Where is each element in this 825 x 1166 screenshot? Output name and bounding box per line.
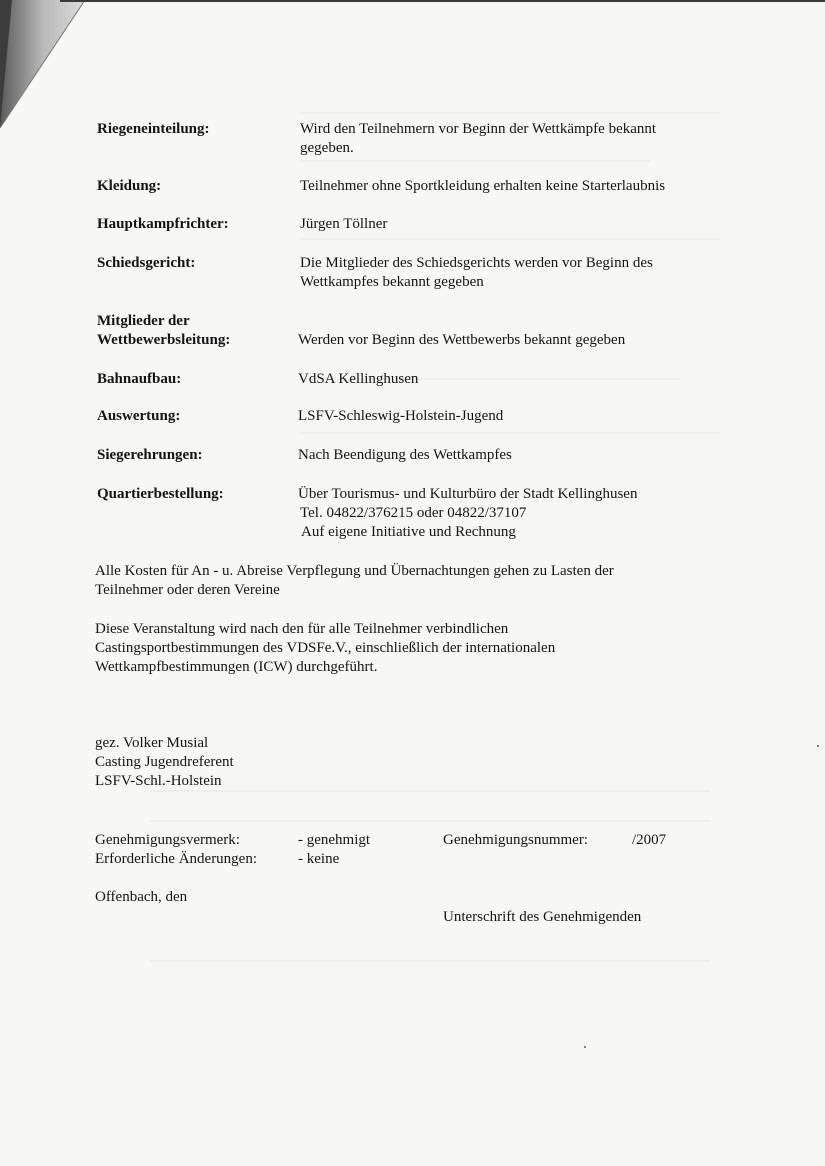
value-line: Werden vor Beginn des Wettbewerbs bekannt gegeben: [298, 332, 626, 348]
approval-number-value: /2007: [632, 832, 667, 848]
bleed-through: [300, 112, 720, 114]
value-line: Jürgen Töllner: [300, 216, 388, 232]
signature-block: [95, 734, 735, 791]
value-line: Auf eigene Initiative und Rechnung: [301, 524, 516, 540]
value-line: Wird den Teilnehmern vor Beginn der Wettkämpfe bekannt: [300, 121, 657, 137]
signature-role: Casting Jugendreferent: [95, 754, 234, 770]
approval-note-label: Genehmigungsvermerk:: [95, 832, 240, 848]
field-value: [298, 331, 728, 350]
value-line: Über Tourismus- und Kulturbüro der Stadt Kellinghusen: [298, 486, 638, 502]
field-label: Hauptkampfrichter:: [97, 216, 229, 232]
bleed-through: [300, 432, 720, 434]
field-label: Quartierbestellung:: [97, 486, 224, 502]
field-label: Auswertung:: [97, 408, 181, 424]
value-line: VdSA Kellinghusen: [298, 371, 419, 387]
value-line: Nach Beendigung des Wettkampfes: [298, 447, 512, 463]
costs-paragraph: [95, 562, 735, 600]
field-value: [298, 370, 728, 389]
paragraph-line: Diese Veranstaltung wird nach den für alle Teilnehmer verbindlichen: [95, 621, 509, 637]
rules-paragraph: [95, 620, 735, 677]
label-line: Wettbewerbsleitung:: [97, 332, 231, 348]
field-value: [300, 177, 730, 196]
page-top-edge: [60, 0, 825, 2]
field-label: Schiedsgericht:: [97, 255, 196, 271]
paragraph-line: Castingsportbestimmungen des VDSFe.V., einschließlich der internationalen: [95, 640, 556, 656]
bleed-through: [150, 820, 710, 822]
place-date: Offenbach, den: [95, 889, 188, 905]
value-line: Teilnehmer ohne Sportkleidung erhalten keine Starterlaubnis: [300, 178, 666, 194]
bleed-through: [300, 160, 650, 162]
scan-speck: [817, 745, 819, 747]
field-label: [97, 312, 297, 350]
bleed-through: [150, 960, 710, 962]
label-line: Mitglieder der: [97, 313, 190, 329]
signature-name: gez. Volker Musial: [95, 735, 209, 751]
approval-changes-label: Erforderliche Änderungen:: [95, 851, 258, 867]
bleed-through: [300, 238, 720, 240]
signature-organization: LSFV-Schl.-Holstein: [95, 773, 222, 789]
scan-speck: [584, 1046, 586, 1048]
field-label: Riegeneinteilung:: [97, 121, 210, 137]
paragraph-line: Alle Kosten für An - u. Abreise Verpflegung und Übernachtungen gehen zu Lasten der: [95, 563, 614, 579]
approval-number-label: Genehmigungsnummer:: [443, 832, 588, 848]
field-value: [300, 120, 730, 158]
field-label: Kleidung:: [97, 178, 162, 194]
approval-changes-value: - keine: [298, 851, 340, 867]
value-line: Tel. 04822/376215 oder 04822/37107: [300, 505, 527, 521]
folded-corner-shadow: [0, 0, 90, 130]
field-value: [298, 485, 728, 542]
value-line: gegeben.: [300, 140, 354, 156]
value-line: Wettkampfes bekannt gegeben: [300, 274, 484, 290]
paragraph-line: Teilnehmer oder deren Vereine: [95, 582, 280, 598]
field-value: [298, 407, 728, 426]
approval-note-value: - genehmigt: [298, 832, 371, 848]
field-label: Bahnaufbau:: [97, 371, 182, 387]
field-label: Siegerehrungen:: [97, 447, 203, 463]
value-line: LSFV-Schleswig-Holstein-Jugend: [298, 408, 504, 424]
signer-caption: Unterschrift des Genehmigenden: [443, 909, 642, 925]
value-line: Die Mitglieder des Schiedsgerichts werden vor Beginn des: [300, 255, 653, 271]
paragraph-line: Wettkampfbestimmungen (ICW) durchgeführt.: [95, 659, 378, 675]
field-value: [300, 254, 730, 292]
field-value: [298, 446, 728, 465]
field-value: [300, 215, 730, 234]
